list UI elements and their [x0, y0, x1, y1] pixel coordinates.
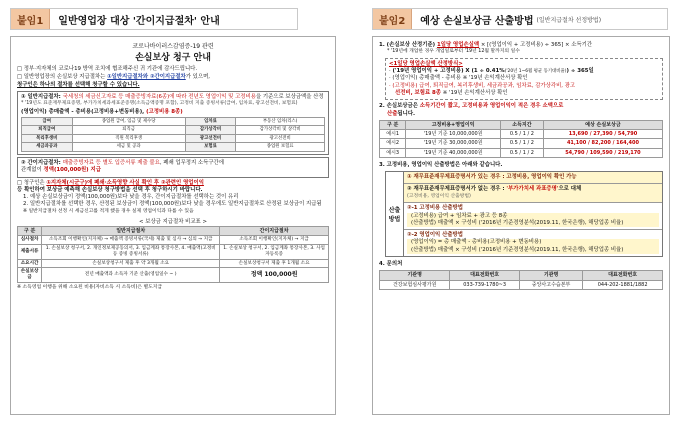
- comparison-table: [17, 226, 329, 283]
- left-list: [17, 194, 329, 215]
- doc-title: 손실보상 청구 안내: [135, 53, 211, 63]
- intro-text: □ 정부·지자체의 코로나19 방역 조치에 협조해주신 귀 기관에 감사드립니다.: [17, 66, 198, 72]
- table-row: [380, 130, 663, 139]
- left-title: 일반영업장 대상 '간이지급절차' 안내: [58, 15, 220, 27]
- calc3-a: · (고정비용) 급여, 퇴직급여, 복리후생비, 세금과공과, 임차료, 감가상각비, 광고: [389, 82, 576, 89]
- m22-a: (영업이익) = 총 매출액 - 총비용(고정비용 + 변동비용): [407, 239, 659, 246]
- method-1: ① 재무표준재무제표증명서가 있는 경우 : 고정비용, 영업이익 확인 가능: [404, 172, 662, 184]
- cmp-cell: 손실보상금: [18, 268, 42, 282]
- contact-header: 기관명: [380, 271, 450, 280]
- calc1-a: ·: [389, 68, 393, 75]
- box1-formula-b: (고정비용 8종): [146, 108, 183, 115]
- cmp-cell: 정액 100,000원: [220, 268, 329, 282]
- cmp-cell: 소득조회 이행확인(지자체) → 매출액 증빙서류(국세) 제출 및 심사 → 심의 → 지급: [42, 236, 220, 245]
- example-cell: 0.5 / 1 / 2: [500, 148, 543, 157]
- method-content: [403, 171, 663, 257]
- box1-formula-a: (영업이익) 총매출액 - 총비용(고정비용+변동비용),: [21, 108, 147, 115]
- section-4: 4. 문의처: [379, 260, 403, 267]
- right-title-wrap: [412, 9, 609, 29]
- mini-table-cell: 광고선전비: [185, 134, 236, 143]
- example-cell: 54,790 / 109,590 / 219,170: [543, 148, 662, 157]
- s2-a: 2. 손실보상금은: [379, 103, 420, 110]
- example-cell: '19년 기준 10,000,000원: [406, 130, 501, 139]
- box1-head-a: ① 일반지급절차:: [21, 93, 63, 100]
- cmp-cell: 손실보상청구서 제출 후 1개월 소요: [220, 259, 329, 268]
- mini-table-cell: 세금과공과: [22, 143, 73, 152]
- box1-head-d: 을 기준으로 보상금액을 산정: [255, 93, 324, 100]
- m2-c: 으로 대체: [558, 186, 582, 193]
- mini-table-cell: 직원 복리후생: [72, 134, 185, 143]
- calc1-d: ) ÷ 365일: [566, 68, 594, 75]
- contact-cell: 044-202-1881/1882: [583, 280, 663, 289]
- example-header: 예상 손실보상금: [543, 120, 662, 129]
- example-cell: 41,100 / 82,200 / 164,400: [543, 139, 662, 148]
- contact-header: 기관명: [519, 271, 582, 280]
- s2-c: 산출: [387, 110, 398, 117]
- example-header: 고정비용+영업이익: [406, 120, 501, 129]
- mini-table-cell: 감가상각비: [185, 126, 236, 135]
- box1-sub: * '19년도 표준재무제표증명, 부가가치세과세표준증명(소득금액증명 포함), 고정비 지출 증빙서류(급여, 임차료, 광고선전비, 보험료): [21, 101, 298, 107]
- box-general-procedure: [17, 91, 329, 155]
- example-header: 구 분: [380, 120, 406, 129]
- example-cell: '19년 기준 30,000,000원: [406, 139, 501, 148]
- para-1: [17, 74, 329, 89]
- example-cell: 예시3: [380, 148, 406, 157]
- calc1-c: ('20년 1~6월 평균 동기대비율): [504, 69, 567, 75]
- section-2: [379, 103, 663, 118]
- left-header: [10, 8, 298, 30]
- mini-table-row: [22, 143, 325, 152]
- p1-c: 가 있으며,: [185, 74, 211, 81]
- box-simple-procedure: [17, 157, 329, 178]
- s1-b: 1일당 영업손실액: [437, 42, 480, 48]
- cmp-cell: 심사절차: [18, 236, 42, 245]
- left-panel: [10, 36, 336, 415]
- mini-table-cell: 종업원 급여, 임금 및 제수당: [72, 117, 185, 126]
- cmp-cell: 제출서류: [18, 245, 42, 259]
- contact-header: 대표전화번호: [450, 271, 519, 280]
- p2-b: ①지자체(시군구)에 폐쇄·소득영향 사실 확인 후 ②관련인 영업이익: [46, 179, 204, 186]
- box2-b: 매출증빙자료 등 별도 입증서류 제출 불요: [62, 159, 160, 166]
- mini-table-cell: 급여: [22, 117, 73, 126]
- p1-a: □ 일반영업장의 손실보상 지급절차는: [17, 74, 108, 81]
- method-2-1: [404, 203, 662, 229]
- contact-cell: 033-739-1780~3: [450, 280, 519, 289]
- p2-c: 등 확인하여 보상금 예측해 손실보상 청구방법을 선택 후 청구하시기 바랍니다.: [17, 186, 203, 193]
- mini-table-cell: 종업원 보험료: [236, 143, 325, 152]
- mini-table-row: [22, 126, 325, 135]
- example-cell: '19년 기준 40,000,000원: [406, 148, 501, 157]
- right-title: 예상 손실보상금 산출방법: [420, 15, 534, 27]
- right-title-small: (일반지급절차 선정방법): [536, 16, 602, 24]
- m22-b: (산출방법) 매출액 × 구성비 ('2016년 기준경영분석(2019.11, 한국은행), 해당업종 비율): [407, 247, 659, 254]
- calc2: · (영업이익) 총매출액 - 총비용 ※ '19년 손익계산서상 확인: [389, 75, 528, 82]
- table-row: [18, 245, 329, 259]
- cmp-cell: 전년 매출액과 소득자 기준 산출(영업일수 ~ ): [42, 268, 220, 282]
- cmp-cell: 소요시간: [18, 259, 42, 268]
- left-list-item: 1. 예상 손실보상금이 정액(100,000원)보다 낮을 경우, 간이지급절차를 선택하는 것이 유리: [23, 194, 239, 201]
- mini-table-cell: 부동산 임차(리스): [236, 117, 325, 126]
- contact-cell: 중앙사고수습본부: [519, 280, 582, 289]
- left-list-item: ※ 일반지급절차 선정 시 세금신고를 적게 했을 경우 실제 영업이익과 다를 수 있음: [23, 208, 194, 214]
- mini-table-cell: 퇴직금: [72, 126, 185, 135]
- table-row: [18, 268, 329, 282]
- p1-d: 청구인은 하나의 절차를 선택해 청구할 수 있습니다.: [17, 81, 140, 88]
- s1-a: 1. (손실보상 산정기준): [379, 42, 438, 48]
- table-row: [380, 139, 663, 148]
- method-2: [404, 184, 662, 203]
- m2-a: ② 재무표준재무제표증명서가 없는 경우 :: [407, 186, 507, 193]
- doc-subtitle: 코로나바이러스감염증-19 관련: [132, 43, 214, 50]
- mini-table-cell: 복리후생비: [22, 134, 73, 143]
- contact-cell: 건강보험심사평가원: [380, 280, 450, 289]
- table-row: [18, 236, 329, 245]
- mini-table-cell: 감가상각비 및 상각비: [236, 126, 325, 135]
- mini-table: [21, 117, 325, 152]
- s2-b: 소득기간이 짧고, 고정비용과 영업이익이 적은 경우 소액으로: [419, 103, 564, 110]
- right-panel: [372, 36, 670, 415]
- cmp-header: 일반지급절차: [42, 227, 220, 236]
- calc3-c: ※ '19년 손익계산서상 확인: [441, 89, 508, 96]
- cmp-cell: 1. 손실보상 청구서, 2. 입금계좌 통장사본, 3. 사업자등록증: [220, 245, 329, 259]
- contact-header: 대표전화번호: [583, 271, 663, 280]
- calc-box: [385, 58, 663, 100]
- example-cell: 0.5 / 1 / 2: [500, 130, 543, 139]
- left-list-item: 2. 일반지급절차를 선택한 경우, 산정된 보상금이 정액(100,000원)보다 낮을 경우에도 일반지급절차로 산정된 보상금이 지급됨: [23, 201, 322, 208]
- para-2: [17, 180, 329, 195]
- contact-table: [379, 270, 663, 290]
- mini-table-cell: 광고선전비: [236, 134, 325, 143]
- method-block: [385, 171, 663, 257]
- s1-c: × [(영업이익 + 고정비용) ÷ 365] × 소득기간: [479, 42, 593, 48]
- section-3: 3. 고정비용, 영업이익 산출방법은 아래와 같습니다.: [379, 161, 503, 168]
- left-footnote: ※ 소득영업 이행을 위해 소요된 비용(자비소득 시 소득비)은 별도지급: [17, 284, 163, 290]
- m2-sub: (고정비용, 영업이익 산출방법): [407, 193, 471, 199]
- right-tag: 붙임2: [373, 9, 412, 29]
- box2-d: 관계없이: [21, 167, 44, 174]
- left-tag: 붙임1: [11, 9, 50, 29]
- m21-a: (고정비용) 급여 + 임차료 + 광고 등 8종: [407, 213, 659, 220]
- box2-c: , 폐쇄 업무정지 소득구간에: [159, 159, 224, 166]
- box1-head-b: 국세청의 세금신고자료 등 매출증빙자료(6종)에 따라 전년도 영업이익: [62, 93, 227, 100]
- m21-b: (산출방법) 매출액 × 구성비 ('2016년 기준경영분석(2019.11, 한국은행), 해당업종 비율): [407, 220, 659, 227]
- table-row: [18, 259, 329, 268]
- example-header: 소득지간: [500, 120, 543, 129]
- mini-table-cell: 임차료: [185, 117, 236, 126]
- example-cell: 예시2: [380, 139, 406, 148]
- method-2-2: [404, 229, 662, 256]
- example-table: [379, 120, 663, 158]
- m2-b: '부가가치세 과표증명': [506, 186, 559, 193]
- s2-d: 됩니다.: [397, 110, 416, 117]
- cmp-title: < 보상금 지급절차 비교표 >: [139, 219, 207, 226]
- m22-title: ②-2 영업이익 산출방법: [407, 232, 463, 239]
- box2-e: 정액(100,000원) 지급: [43, 167, 101, 174]
- p2-a: □ 청구인은: [17, 179, 47, 186]
- cmp-cell: 1. 손실보상 청구서, 2. 개인정보제공동의서, 3. 입금계좌 통장사본, 4. 매출액(고정비 등 증빙 증빙서류): [42, 245, 220, 259]
- table-row: [380, 148, 663, 157]
- calc3-b: 선전비, 보험료 8종: [395, 89, 442, 96]
- m21-title: ②-1 고정비용 산출방법: [407, 205, 463, 212]
- example-cell: 예시1: [380, 130, 406, 139]
- cmp-cell: 소득조회 이행확인(지자체) → 지급: [220, 236, 329, 245]
- example-cell: 13,690 / 27,390 / 54,790: [543, 130, 662, 139]
- cmp-cell: 손실보상청구서 제출 후 약 3개월 소요: [42, 259, 220, 268]
- p1-b: ①일반지급절차와 ②간이지급절차: [107, 74, 186, 81]
- calc1-b: ('19년 영업이익 + 고정비용) X (1 ÷ 0.41%: [392, 68, 505, 75]
- side-label: 산출 방법: [385, 171, 403, 257]
- cmp-header: 구 분: [18, 227, 42, 236]
- box1-head-c: 및 고정비용: [228, 93, 256, 100]
- mini-table-row: [22, 117, 325, 126]
- s1-sub: * '19년에 개업한 경우 개업일로부터 '19년 12월 말까지의 일수: [387, 49, 520, 55]
- mini-table-cell: 퇴직급여: [22, 126, 73, 135]
- mini-table-row: [22, 134, 325, 143]
- box2-a: ② 간이지급절차:: [21, 159, 63, 166]
- right-header: [372, 8, 668, 30]
- mini-table-cell: 보험료: [185, 143, 236, 152]
- example-cell: 0.5 / 1 / 2: [500, 139, 543, 148]
- mini-table-cell: 세금 및 공과: [72, 143, 185, 152]
- cmp-header: 간이지급절차: [220, 227, 329, 236]
- calc-title: <1일당 영업손실액 산정방식>: [389, 60, 463, 67]
